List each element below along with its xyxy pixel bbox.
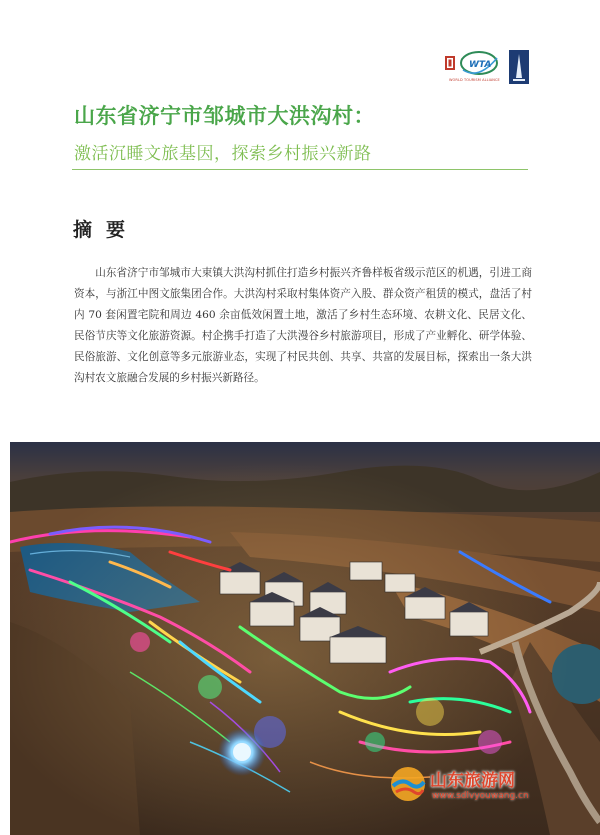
svg-text:WTA: WTA	[469, 60, 492, 70]
document-title	[74, 103, 530, 165]
title-line-2: 激活沉睡文旅基因，探索乡村振兴新路	[74, 144, 372, 164]
tower-logo-icon	[509, 50, 529, 84]
header-logos	[443, 50, 533, 86]
abstract-heading: 摘要	[73, 219, 140, 241]
abstract-body: 山东省济宁市邹城市大束镇大洪沟村抓住打造乡村振兴齐鲁样板省级示范区的机遇，引进工商资本，与浙江中图文旅集团合作。大洪沟村采取村集体资产入股、群众资产租赁的模式，盘活了村内 70 套闲置宅院和周边 460 余亩低效闲置土地，激活了乡村生态环境、农耕文化、民居文化、民俗节庆等文化旅游资源。村企携手打造了大洪漫谷乡村旅游项目，形成了产业孵化、研学体验、民俗旅游、文化创意等多元旅游业态，实现了村民共创、共享、共富的发展目标，探索出一条大洪沟村农文旅融合发展的乡村振兴新路径。	[74, 267, 532, 384]
wta-logo-caption: WORLD TOURISM ALLIANCE	[449, 78, 500, 82]
site-watermark	[388, 764, 528, 808]
globe-wave-icon	[388, 764, 428, 804]
title-line-1: 山东省济宁市邹城市大洪沟村：	[74, 104, 375, 128]
watermark-site-url: www.sdlvyouwang.cn	[432, 791, 529, 801]
title-divider	[72, 169, 528, 170]
watermark-site-name: 山东旅游网	[430, 771, 515, 791]
